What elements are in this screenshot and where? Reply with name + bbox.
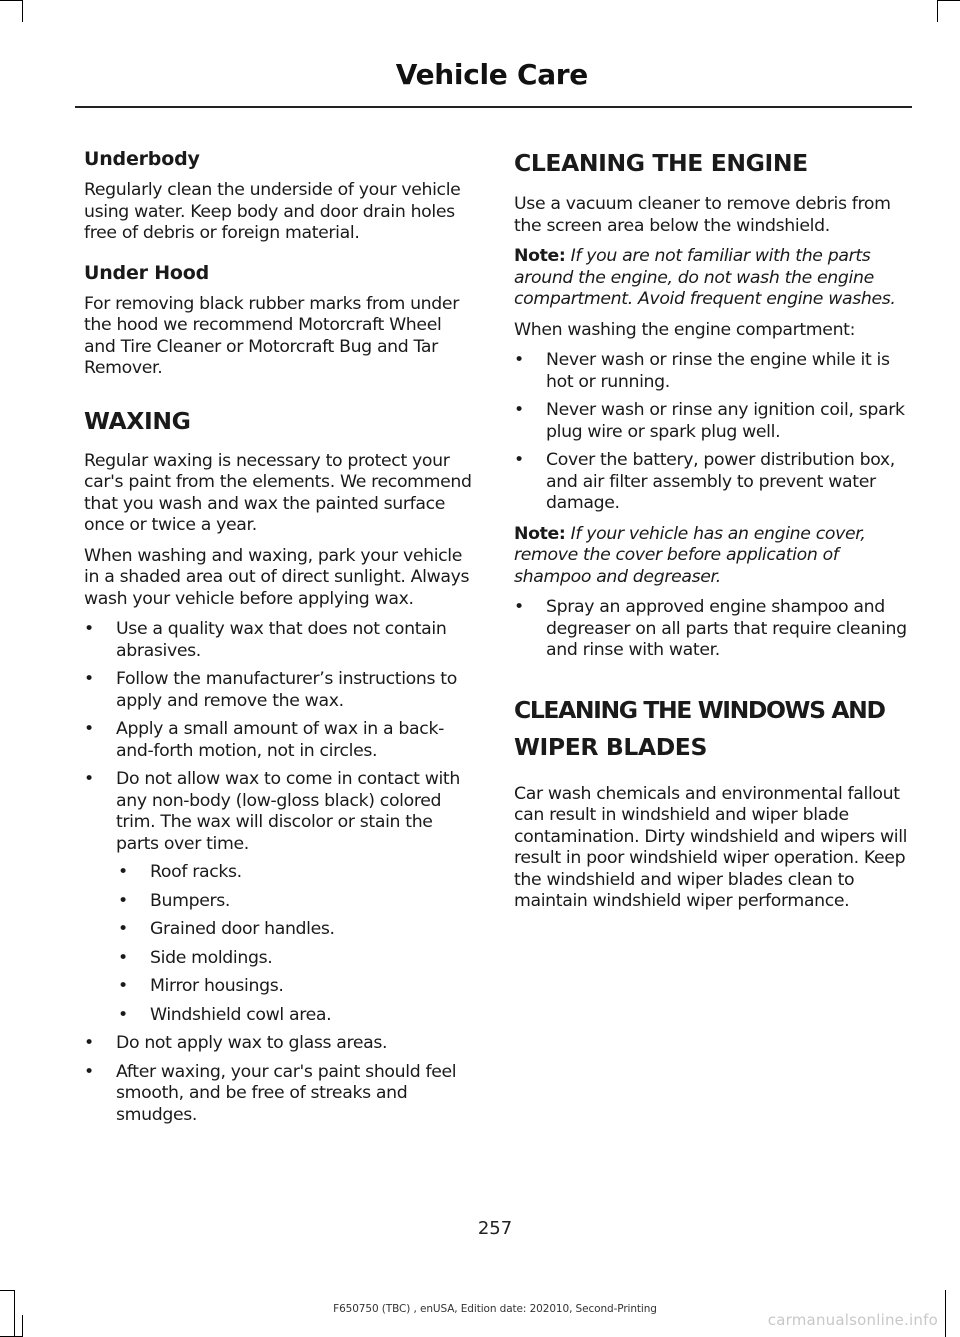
waxing-paragraph-1: Regular waxing is necessary to protect your car's paint from the elements. We recommend that you wash and wax the painted surface once or twice a year. (84, 450, 472, 535)
windows-paragraph: Car wash chemicals and environmental fallout can result in windshield and wiper blade contamination. Dirty windshield and wipers will result in poor windshield wiper operation. Keep the windshield and wiper blades clean to maintain windshield wiper performance. (514, 783, 908, 911)
engine-paragraph-2: When washing the engine compartment: (514, 319, 856, 340)
list-item (514, 450, 912, 515)
cleaning-engine-heading: CLEANING THE ENGINE (514, 149, 808, 177)
engine-bullet-list-2 (514, 597, 912, 662)
crop-mark (0, 1290, 14, 1291)
trim-parts-sub-list (84, 862, 476, 1026)
list-item-text: Spray an approved engine shampoo and degreaser on all parts that require cleaning and rinse with water. (546, 597, 907, 660)
watermark: carmanualsonline.info (767, 1311, 938, 1329)
waxing-paragraph-2: When washing and waxing, park your vehicle in a shaded area out of direct sunlight. Always wash your vehicle before applying wax. (84, 545, 470, 609)
edition-footer: F650750 (TBC) , enUSA, Edition date: 202010, Second-Printing (333, 1303, 657, 1315)
heading-line: WIPER BLADES (514, 732, 707, 761)
list-item-text: Mirror housings. (150, 976, 284, 996)
waxing-bullet-list (84, 619, 476, 855)
list-item-text: Never wash or rinse the engine while it is hot or running. (546, 350, 890, 392)
list-item-text: Apply a small amount of wax in a back-and-forth motion, not in circles. (116, 719, 444, 761)
list-item-text: Bumpers. (150, 890, 231, 911)
list-item-text: Use a quality wax that does not contain abrasives. (116, 619, 447, 661)
bullet-icon: • (118, 976, 128, 996)
sub-list-item (84, 976, 476, 998)
engine-paragraph-1: Use a vacuum cleaner to remove debris from the screen area below the windshield. (514, 194, 891, 236)
list-item-text: After waxing, your car's paint should feel smooth, and be free of streaks and smudges. (116, 1061, 457, 1125)
list-item (84, 1033, 476, 1055)
bullet-icon: • (84, 1061, 94, 1082)
list-item (514, 400, 912, 443)
list-item-text: Do not apply wax to glass areas. (116, 1033, 388, 1053)
list-item (84, 1062, 476, 1127)
waxing-bullet-list-2 (84, 1033, 476, 1126)
list-item (84, 619, 476, 662)
bullet-icon: • (118, 947, 128, 968)
list-item-text: Follow the manufacturer’s instructions to apply and remove the wax. (116, 669, 457, 711)
crop-mark (22, 1315, 23, 1337)
list-item-text: Do not allow wax to come in contact with any non-body (low-gloss black) colored trim. The wax will discolor or stain the parts over time. (116, 769, 460, 854)
crop-mark (937, 0, 938, 22)
bullet-icon: • (84, 619, 94, 639)
note-text: If your vehicle has an engine cover, remove the cover before application of shampoo and degreaser. (514, 523, 866, 587)
note-label: Note: (514, 523, 566, 544)
note-label: Note: (514, 246, 566, 266)
bullet-icon: • (118, 919, 128, 939)
left-column (84, 140, 476, 1126)
note-text: If you are not familiar with the parts around the engine, do not wash the engine compartment. Avoid frequent engine washes. (514, 246, 896, 309)
engine-note-2 (514, 524, 912, 589)
crop-mark (0, 0, 22, 1)
under-hood-text: For removing black rubber marks from under the hood we recommend Motorcraft Wheel and Tire Cleaner or Motorcraft Bug and Tar Remover. (84, 293, 459, 378)
bullet-icon: • (84, 669, 94, 689)
bullet-icon: • (514, 450, 524, 470)
heading-line: CLEANING THE WINDOWS AND (514, 695, 885, 724)
page-header-title: Vehicle Care (395, 58, 588, 91)
underbody-heading: Underbody (84, 148, 200, 170)
list-item-text: Cover the battery, power distribution box, and air filter assembly to prevent water damage. (546, 450, 895, 513)
page-number: 257 (477, 1218, 513, 1239)
list-item-text: Grained door handles. (150, 919, 335, 939)
waxing-heading: WAXING (84, 406, 191, 435)
right-column (514, 140, 912, 913)
bullet-icon: • (118, 862, 128, 882)
bullet-icon: • (84, 719, 94, 739)
bullet-icon: • (118, 890, 128, 911)
underbody-text: Regularly clean the underside of your vehicle using water. Keep body and door drain holes free of debris or foreign material. (84, 180, 461, 243)
bullet-icon: • (84, 1033, 94, 1053)
list-item (84, 719, 476, 762)
sub-list-item (84, 862, 476, 884)
sub-list-item (84, 919, 476, 941)
bullet-icon: • (84, 769, 94, 789)
sub-list-item (84, 1005, 476, 1027)
sub-list-item (84, 948, 476, 970)
bullet-icon: • (514, 400, 524, 420)
list-item (84, 769, 476, 855)
crop-mark (938, 0, 960, 1)
cleaning-windows-heading (514, 692, 912, 766)
list-item (84, 669, 476, 712)
under-hood-heading: Under Hood (84, 261, 210, 284)
sub-list-item (84, 891, 476, 913)
list-item-text: Windshield cowl area. (150, 1004, 332, 1025)
list-item-text: Side moldings. (150, 947, 273, 968)
engine-note-1 (514, 246, 912, 311)
list-item-text: Roof racks. (150, 862, 242, 882)
bullet-icon: • (118, 1004, 128, 1025)
bullet-icon: • (514, 597, 524, 617)
list-item-text: Never wash or rinse any ignition coil, spark plug wire or spark plug well. (546, 400, 905, 442)
crop-mark (22, 0, 23, 22)
engine-bullet-list (514, 350, 912, 515)
header-divider (75, 106, 912, 108)
bullet-icon: • (514, 350, 524, 370)
list-item (514, 350, 912, 393)
list-item (514, 597, 912, 662)
